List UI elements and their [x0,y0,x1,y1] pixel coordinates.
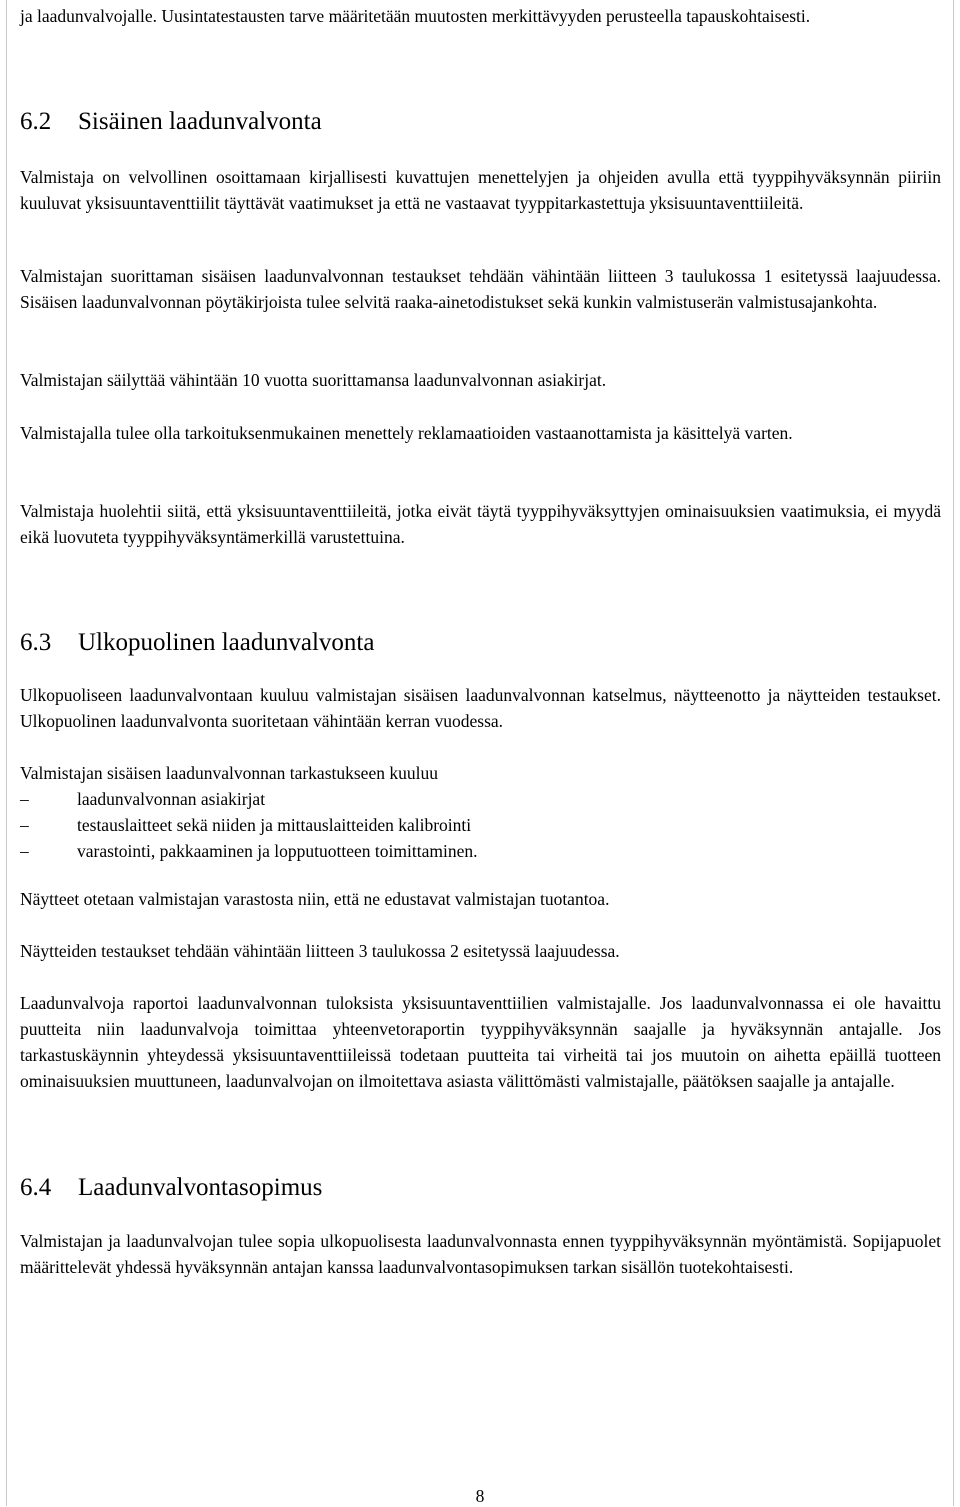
paragraph: Valmistajan säilyttää vähintään 10 vuotta suorittamansa laadunvalvonnan asiakirjat. [20,370,607,390]
paragraph: Valmistajan ja laadunvalvojan tulee sopia ulkopuolisesta laadunvalvonnasta ennen tyyppihyväksynnän myöntämistä. Sopijapuolet määrittelevät yhdessä hyväksynnän antajan kanssa laadunvalvontasopimuksen tarkan sisällön tuotekohtaisesti. [20,1231,941,1277]
list-item [20,786,941,812]
list-intro: Valmistajan sisäisen laadunvalvonnan tarkastukseen kuuluu [20,763,438,783]
list-item [20,838,941,864]
page-number: 8 [475,1486,485,1506]
list-item-text: varastointi, pakkaaminen ja lopputuotteen toimittaminen. [77,841,478,861]
list-item-text: testauslaitteet sekä niiden ja mittauslaitteiden kalibrointi [77,815,472,835]
paragraph: Valmistajalla tulee olla tarkoituksenmukainen menettely reklamaatioiden vastaanottamista ja käsittelyä varten. [20,423,793,443]
carryover-paragraph: ja laadunvalvojalle. Uusintatestausten tarve määritetään muutosten merkittävyyden perusteella tapauskohtaisesti. [20,6,811,26]
dash-bullet: – [20,815,29,835]
dash-bullet: – [20,841,29,861]
paragraph: Valmistaja on velvollinen osoittamaan kirjallisesti kuvattujen menettelyjen ja ohjeiden avulla että tyyppihyväksynnän piiriin kuuluvat yksisuuntaventtiilit täyttävät vaatimukset ja että ne vastaavat tyyppitarkastettuja yksisuuntaventtiileitä. [20,167,941,213]
paragraph: Ulkopuoliseen laadunvalvontaan kuuluu valmistajan sisäisen laadunvalvonnan katselmus, näytteenotto ja näytteiden testaukset. Ulkopuolinen laadunvalvonta suoritetaan vähintään kerran vuodessa. [20,685,941,731]
section-number: 6.2 [20,108,52,135]
paragraph: Laadunvalvoja raportoi laadunvalvonnan tuloksista yksisuuntaventtiilien valmistajalle. Jos laadunvalvonnassa ei ole havaittu puutteita niin laadunvalvoja toimittaa yhteenvetoraportin tyyppihyväksynnän saajalle ja hyväksynnän antajalle. Jos tarkastuskäynnin yhteydessä yksisuuntaventtiileissä todetaan puutteita tai virheitä tai jos muutoin on aihetta epäillä tuotteen ominaisuuksien muuttuneen, laadunvalvojan on ilmoitettava asiasta välittömästi valmistajalle, päätöksen saajalle ja antajalle. [20,993,941,1091]
list-item-text: laadunvalvonnan asiakirjat [77,789,266,809]
dash-bullet: – [20,789,29,809]
paragraph: Näytteiden testaukset tehdään vähintään liitteen 3 taulukossa 2 esitetyssä laajuudessa. [20,941,620,961]
section-number: 6.3 [20,629,52,656]
paragraph: Valmistaja huolehtii siitä, että yksisuuntaventtiileitä, jotka eivät täytä tyyppihyväksyttyjen ominaisuuksien vaatimuksia, ei myydä eikä luovuteta tyyppihyväksyntämerkillä varustettuina. [20,501,941,547]
section-title: Ulkopuolinen laadunvalvonta [78,629,375,656]
section-number: 6.4 [20,1174,52,1201]
paragraph: Näytteet otetaan valmistajan varastosta niin, että ne edustavat valmistajan tuotantoa. [20,889,610,909]
list-item [20,812,941,838]
section-title: Sisäinen laadunvalvonta [78,108,322,135]
inspection-list [20,786,941,864]
section-heading-6-4 [20,1173,941,1203]
section-heading-6-3 [20,628,941,658]
section-title: Laadunvalvontasopimus [78,1174,323,1201]
section-heading-6-2 [20,107,941,137]
paragraph: Valmistajan suorittaman sisäisen laadunvalvonnan testaukset tehdään vähintään liitteen 3 taulukossa 1 esitetyssä laajuudessa. Sisäisen laadunvalvonnan pöytäkirjoista tulee selvitä raaka-ainetodistukset sekä kunkin valmistuserän valmistusajankohta. [20,266,941,312]
page-frame [6,0,954,1506]
